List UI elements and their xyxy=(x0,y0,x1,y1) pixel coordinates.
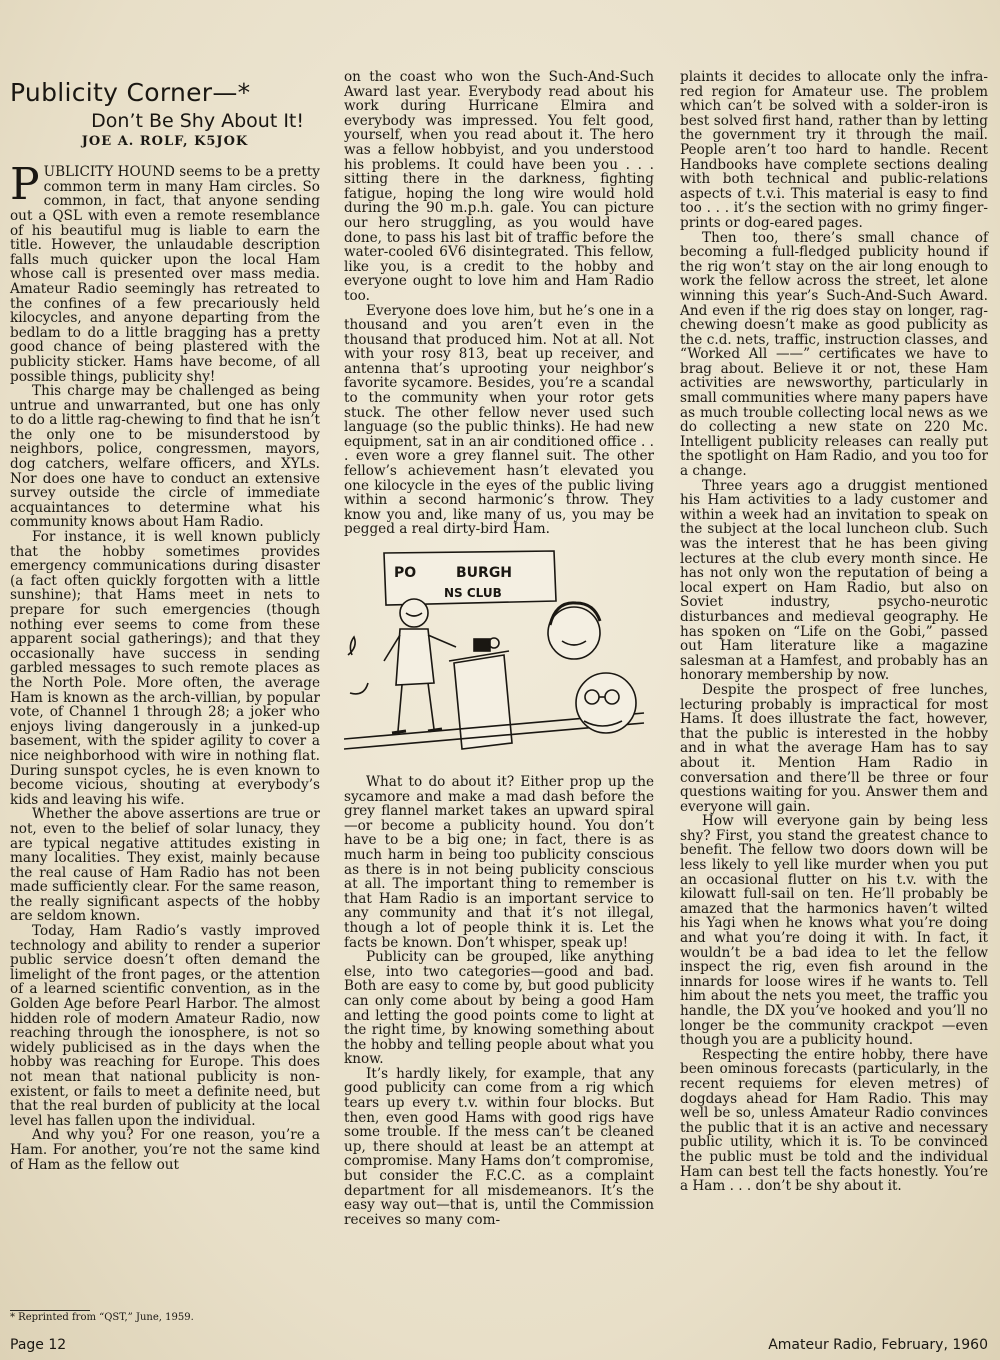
paragraph: Respecting the entire hobby, there have been ominous forecasts (particularly, in the recent requiems for eleven metres) of dogdays ahead for Ham Radio. This may well be so, unless Amateur Radio convinces the public that it is an active and necessary public utility, which it is. To be convinced the public must be told and the individual Ham can best tell the facts honestly. You’re a Ham . . . don’t be shy about it. xyxy=(680,1046,988,1195)
paragraph: Despite the prospect of free lunches, lecturing probably is impractical for most Hams. It does illustrate the fact, however, that the public is interested in the hobby and in what the average Ham has to say about it. Mention Ham Radio in conversation and there’ll be three or four questions waiting for you. Answer them and everyone will gain. xyxy=(680,681,988,815)
paragraph: What to do about it? Either prop up the sycamore and make a mad dash before the grey flannel market takes an upward spiral—or become a publicity hound. You don’t have to be a big one; in fact, there is as much harm in being too publicity conscious as there is in not being publicity conscious at all. The important thing to remember is that Ham Radio is an important service to any community and that it’s not illegal, though a lot of people think it is. Let the facts be known. Don’t whisper, speak up! xyxy=(344,774,654,951)
drop-cap: P xyxy=(10,159,40,211)
paragraph: Today, Ham Radio’s vastly improved technology and ability to render a superior public service doesn’t often demand the limelight of the front pages, or the attention of a learned scientific convention, as in the Golden Age before Pearl Harbor. The almost hidden role of modern Amateur Radio, now reaching through the ionosphere, is not so widely publicised as in the days when the hobby was reaching for Europe. This does not mean that national publicity is non-existent, or fails to meet a definite need, but that the real burden of publicity at the local level has fallen upon the individual. xyxy=(10,923,320,1129)
banner-text-line2: NS CLUB xyxy=(444,586,502,600)
paragraph: This charge may be challenged as being untrue and unwarranted, but one has only to do a little rag-chewing to find that he isn’t the only one to be misunderstood by neighbors, police, congressmen, mayors, dog catchers, welfare officers, and XYLs. Nor does one have to conduct an extensive survey outside the circle of immediate acquaintances to determine what his community knows about Ham Radio. xyxy=(10,383,320,531)
paragraph: PUBLICITY HOUND seems to be a pretty common term in many Ham circles. So common, in fact, that anyone sending out a QSL with even a remote resemblance of his beautiful mug is liable to earn the title. However, the unlaudable description falls much quicker upon the local Ham whose call is presented over mass media. Amateur Radio seemingly has retreated to the confines of a few precariously held kilocycles, and anyone departing from the bedlam to do a little bragging has a pretty good chance of being plastered with the publicity sticker. Hams have become, of all possible things, publicity shy! xyxy=(10,159,320,385)
banner-text-left: PO xyxy=(394,565,417,581)
column-2 xyxy=(344,70,654,1227)
footnote: * Reprinted from “QST,” June, 1959. xyxy=(10,1312,194,1323)
column-3 xyxy=(680,70,988,1194)
paragraph: How will everyone gain by being less shy? First, you stand the greatest chance to benefit. The fellow two doors down will be less likely to yell like murder when you put an occasional flutter on his t.v. with the kilowatt full-sail on ten. He’ll probably be amazed that the harmonics haven’t wilted his Yagi when he knows what you’re doing and what you’re doing it with. In fact, it wouldn’t be a bad idea to let the fellow inspect the rig, even fish around in the innards for loose wires if he wants to. Tell him about the nets you meet, the traffic you handle, the DX you’ve hooked and you’ll no longer be the community crackpot —even though you are a publicity hound. xyxy=(680,813,988,1049)
cartoon-drawing xyxy=(344,543,654,765)
column-1 xyxy=(10,70,320,1172)
article-subtitle: Don’t Be Shy About It! xyxy=(91,110,304,132)
paragraph: And why you? For one reason, you’re a Ham. For another, you’re not the same kind of Ham as the fellow out xyxy=(10,1127,320,1173)
article-title: Publicity Corner—* xyxy=(10,78,251,107)
paragraph: Whether the above assertions are true or not, even to the belief of solar lunacy, they are typical negative attitudes existing in many localities. They exist, mainly because the real cause of Ham Radio has not been made sufficiently clear. For the same reason, the really significant aspects of the hobby are seldom known. xyxy=(10,806,320,925)
footnote-rule xyxy=(10,1310,90,1311)
page-number: Page 12 xyxy=(10,1337,67,1353)
paragraph: Then too, there’s small chance of becoming a full-fledged publicity hound if the rig won’t stay on the air long enough to work the fellow across the street, let alone winning this year’s Such-And-Such Award. And even if the rig does stay on longer, rag-chewing doesn’t make as good publicity as the c.d. nets, traffic, instruction classes, and “Worked All ——” certificates we have to brag about. Believe it or not, these Ham activities are newsworthy, particularly in small communities where many papers have as much trouble collecting local news as we do collecting a new state on 220 Mc. Intelligent publicity releases can really put the spotlight on Ham Radio, and you too for a change. xyxy=(680,229,988,480)
cartoon-illustration xyxy=(344,543,654,765)
paragraph: It’s hardly likely, for example, that any good publicity can come from a rig which tears up every t.v. within four blocks. But then, even good Hams with good rigs have some trouble. If the mess can’t be cleaned up, there should at least be an attempt at compromise. Many Hams don’t compromise, but consider the F.C.C. as a complaint department for all misdemeanors. It’s the easy way out—that is, until the Commission receives so many com- xyxy=(344,1065,654,1228)
paragraph: Three years ago a druggist mentioned his Ham activities to a lady customer and within a week had an invitation to speak on the subject at the local luncheon club. Such was the interest that he has been giving lectures at the club every month since. He has not only won the reputation of being a local expert on Ham Radio, but also on Soviet industry, psycho-neurotic disturbances and medieval geography. He has spoken on “Life on the Gobi,” passed out Ham literature like a magazine salesman at a Hamfest, and probably has an honorary membership by now. xyxy=(680,477,988,684)
banner-text-right: BURGH xyxy=(456,565,513,581)
paragraph: Publicity can be grouped, like anything else, into two categories—good and bad. Both are easy to come by, but good publicity can only come about by being a good Ham and letting the good points come to light at the right time, by knowing something about the hobby and telling people about what you know. xyxy=(344,949,654,1068)
paragraph: plaints it decides to allocate only the infra-red region for Amateur use. The problem which can’t be solved with a solder-iron is best solved first hand, rather than by letting the government try it through the mail. People aren’t too hard to handle. Recent Handbooks have complete sections dealing with both technical and public-relations aspects of t.v.i. This material is easy to find too . . . it’s the section with no grimy finger-prints or dog-eared pages. xyxy=(680,69,988,231)
paragraph: For instance, it is well known publicly that the hobby sometimes provides emergency communications during disaster (a fact often quickly forgotten with a little sunshine); that Hams meet in nets to prepare for such emergencies (though nothing ever seems to come from these apparent social gatherings); and that they occasionally have success in sending garbled messages to such remote places as the North Pole. More often, the average Ham is known as the arch-villian, by popular vote, of Channel 1 through 28; a joker who enjoys living dangerously in a junked-up basement, with the spider agility to cover a nice neighborhood with wire in nothing flat. During sunspot cycles, he is even known to become vicious, shouting at everybody’s kids and leaving his wife. xyxy=(10,529,320,808)
paragraph: Everyone does love him, but he’s one in a thousand and you aren’t even in the thousand that produced him. Not at all. Not with your rosy 813, beat up receiver, and antenna that’s uprooting your neighbor’s favorite sycamore. Besides, you’re a scandal to the community when your rotor gets stuck. The other fellow never used such language (so the public thinks). He had new equipment, sat in an air conditioned office . . . even wore a grey flannel suit. The other fellow’s achievement hasn’t elevated you one kilocycle in the eyes of the public living within a second harmonic’s throw. They know you and, like many of us, you may be pegged a real dirty-bird Ham. xyxy=(344,302,654,538)
author-byline: JOE A. ROLF, K5JOK xyxy=(81,133,249,149)
publication-line: Amateur Radio, February, 1960 xyxy=(768,1337,988,1353)
paragraph: on the coast who won the Such-And-Such Award last year. Everybody read about his work during Hurricane Elmira and everybody was impressed. You felt good, yourself, when you read about it. The hero was a fellow hobbyist, and you understood his problems. It could have been you . . . sitting there in the darkness, fighting fatigue, hoping the long wire would hold during the 90 m.p.h. gale. You can picture our hero struggling, as you would have done, to pass his last bit of traffic before the water-cooled 6V6 disintegrated. This fellow, like you, is a credit to the hobby and everyone ought to love him and Ham Radio too. xyxy=(344,69,654,304)
